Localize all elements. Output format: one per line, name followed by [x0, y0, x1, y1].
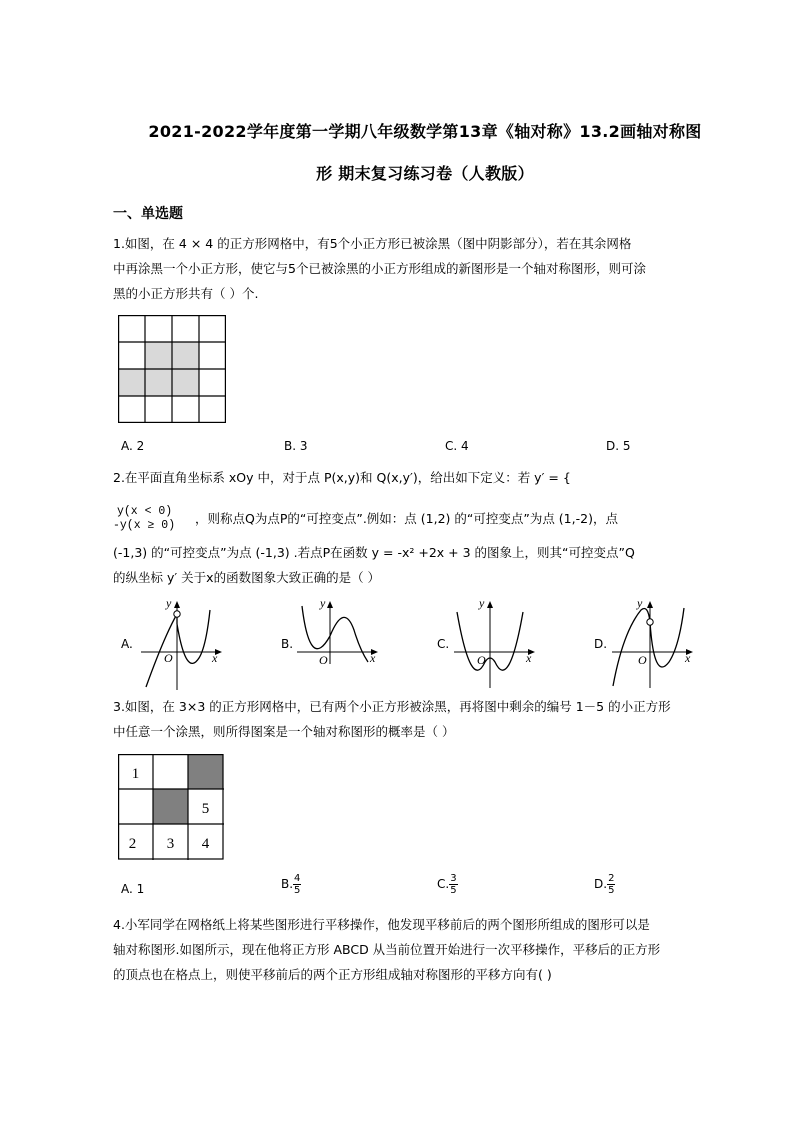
q2-graph-b[interactable] [292, 592, 384, 692]
q3-option-d-label: D. [594, 877, 608, 891]
y-axis-label: y [166, 596, 172, 610]
q4-text-line3: 的顶点也在格点上，则使平移前后的两个正方形组成轴对称图形的平移方向有( ) [113, 967, 552, 982]
q1-text-line2: 中再涂黑一个小正方形，使它与5个已被涂黑的小正方形组成的新图形是一个轴对称图形，则可涂 [113, 261, 646, 276]
page-title-line1: 2021-2022学年度第一学期八年级数学第13章《轴对称》13.2画轴对称图 [148, 122, 702, 141]
q3-text-line2: 中任意一个涂黑，则所得图案是一个轴对称图形的概率是（ ） [113, 724, 455, 739]
q2-text-line1: 2.在平面直角坐标系 xOy 中，对于点 P(x,y)和 Q(x,y′)，给出如下定义：若 y′ = { [113, 470, 571, 485]
q4-text-line2: 轴对称图形.如图所示，现在他将正方形 ABCD 从当前位置开始进行一次平移操作，平移后的正方形 [113, 942, 661, 957]
q2-piecewise-case1: y(x < 0) [117, 505, 173, 518]
q2-option-c[interactable]: C. [437, 637, 450, 651]
q2-text-line2: ，则称点Q为点P的“可控变点”.例如：点 (1,2) 的“可控变点”为点 (1,-2)，点 [195, 511, 618, 526]
q1-shaded-cell [118, 369, 145, 396]
q1-option-c[interactable]: C. 4 [445, 439, 469, 453]
y-axis-label: y [479, 596, 485, 610]
origin-label: O [164, 651, 173, 665]
q1-text-line3: 黑的小正方形共有（ ）个. [113, 286, 259, 301]
q2-piecewise-case2: -y(x ≥ 0) [113, 519, 176, 532]
q2-option-a[interactable]: A. [121, 637, 133, 651]
q1-shaded-cell [172, 342, 199, 369]
origin-label: O [477, 653, 486, 667]
q2-graph-c[interactable] [449, 592, 541, 692]
section-heading: 一、单选题 [113, 206, 183, 222]
q1-option-d[interactable]: D. 5 [606, 439, 631, 453]
q3-grid-figure [118, 754, 224, 860]
q3-cell-label-1: 1 [131, 766, 140, 782]
q1-shaded-cell [145, 342, 172, 369]
x-axis-label: x [212, 651, 218, 665]
q3-option-c-label: C. [437, 877, 450, 891]
page-title-line2: 形 期末复习练习卷（人教版） [316, 164, 534, 183]
q2-option-d[interactable]: D. [594, 637, 608, 651]
origin-label: O [319, 653, 328, 667]
x-axis-label: x [685, 651, 691, 665]
q3-option-b-label: B. [281, 877, 294, 891]
q3-text-line1: 3.如图，在 3×3 的正方形网格中，已有两个小正方形被涂黑，再将图中剩余的编号 1－5 的小正方形 [113, 699, 671, 714]
x-axis-label: x [526, 651, 532, 665]
q1-grid-figure [118, 315, 226, 423]
q1-shaded-cell [145, 369, 172, 396]
q3-cell-label-3: 3 [166, 836, 175, 852]
q3-option-a[interactable]: A. 1 [121, 882, 145, 896]
q2-graph-d[interactable] [607, 592, 699, 692]
q3-cell-label-4: 4 [201, 836, 210, 852]
q3-option-d-fraction: $\frac{2}{5}$ [608, 873, 615, 896]
q1-shaded-cell [172, 369, 199, 396]
q3-option-c[interactable] [437, 873, 458, 896]
q3-cell-label-5: 5 [201, 801, 210, 817]
q3-option-d[interactable] [594, 873, 615, 896]
q3-shaded-cell [153, 789, 188, 824]
q3-shaded-cell [188, 754, 223, 789]
q4-text-line1: 4.小军同学在网格纸上将某些图形进行平移操作，他发现平移前后的两个图形所组成的图形可以是 [113, 917, 650, 932]
origin-label: O [638, 653, 647, 667]
q3-option-b[interactable] [281, 873, 301, 896]
q2-text-line4: 的纵坐标 y′ 关于x的函数图象大致正确的是（ ） [113, 570, 381, 585]
x-axis-label: x [370, 651, 376, 665]
q2-option-b[interactable]: B. [281, 637, 294, 651]
q1-option-a[interactable]: A. 2 [121, 439, 145, 453]
q1-text-line1: 1.如图，在 4 × 4 的正方形网格中，有5个小正方形已被涂黑（图中阴影部分），若在其余网格 [113, 236, 632, 251]
y-axis-label: y [637, 596, 643, 610]
q3-cell-label-2: 2 [128, 836, 137, 852]
q1-option-b[interactable]: B. 3 [284, 439, 308, 453]
q3-option-b-fraction: $\frac{4}{5}$ [294, 873, 301, 896]
q2-text-line3: (-1,3) 的“可控变点”为点 (-1,3) .若点P在函数 y = -x² +2x + 3 的图象上，则其“可控变点”Q [113, 545, 635, 560]
y-axis-label: y [320, 596, 326, 610]
q2-graph-a[interactable] [136, 592, 228, 692]
q3-option-c-fraction: $\frac{3}{5}$ [450, 873, 457, 896]
